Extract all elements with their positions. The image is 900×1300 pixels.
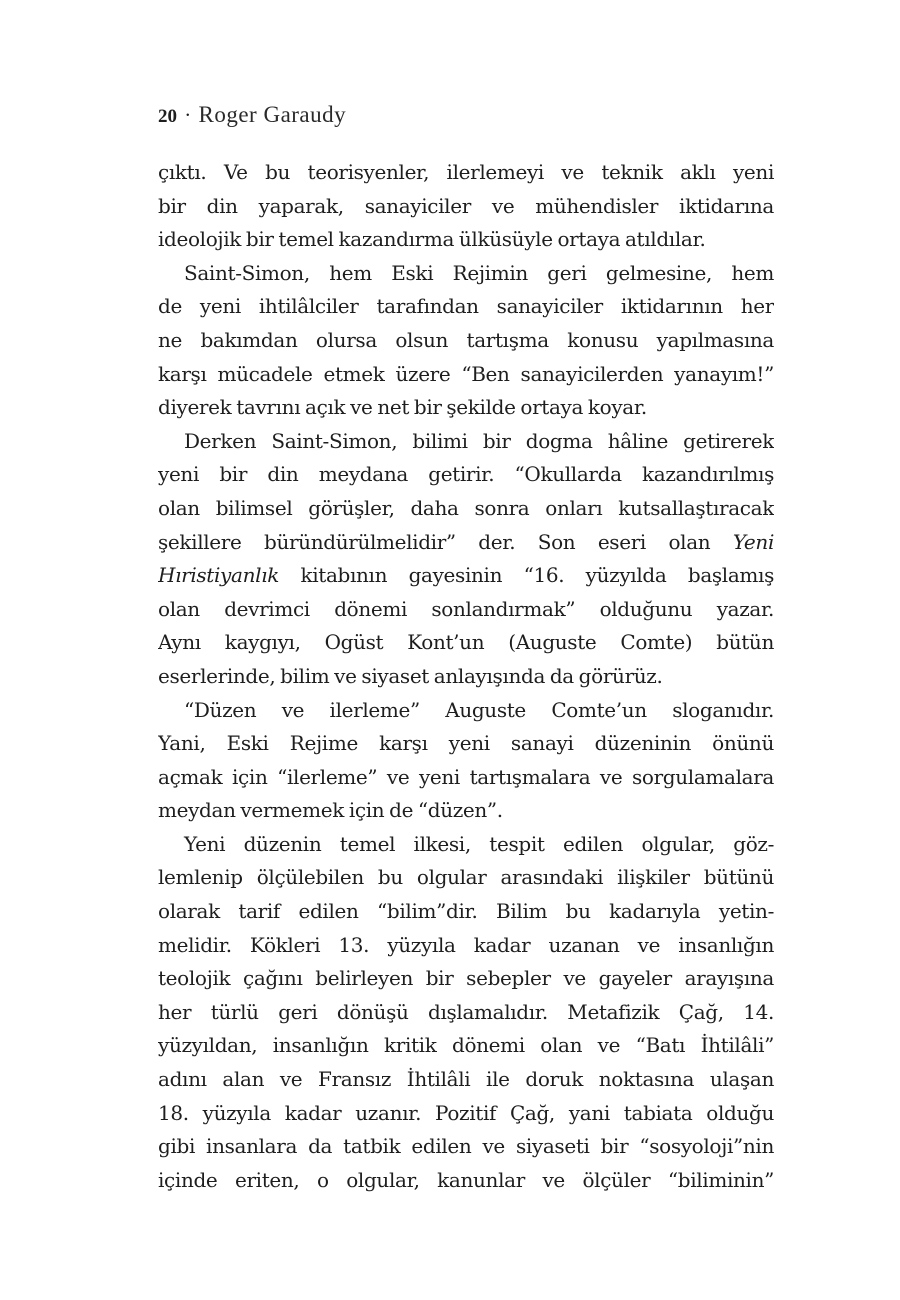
text-line: ne bakımdan olursa olsun tartışma konusu yapılmasına: [158, 327, 774, 352]
text-line: çıktı. Ve bu teorisyenler, ilerlemeyi ve teknik aklı yeni: [158, 160, 774, 184]
text-line: eserlerinde, bilim ve siyaset anlayışında da görürüz.: [158, 663, 663, 688]
text-line: Saint-Simon, hem Eski Rejimin geri gelmesine, hem: [184, 260, 774, 285]
book-title-italic: Yeni: [732, 529, 774, 554]
book-title-italic: Hıristiyanlık: [158, 563, 279, 588]
running-head-author: Roger Garaudy: [198, 102, 347, 127]
text-line: Aynı kaygıyı, Ogüst Kont’un (Auguste Comte) bütün: [158, 630, 774, 655]
text-line: gibi insanlara da tatbik edilen ve siyaseti bir “sosyoloji”nin: [158, 1134, 774, 1159]
paragraph: [158, 425, 774, 694]
text-line: meydan vermemek için de “düzen”.: [158, 798, 503, 823]
text-line: ideolojik bir temel kazandırma ülküsüyle ortaya atıldılar.: [158, 227, 706, 252]
paragraph: [158, 156, 774, 257]
text-line: her türlü geri dönüşü dışlamalıdır. Metafizik Çağ, 14.: [158, 999, 774, 1024]
text-line: lemlenip ölçülebilen bu olgular arasındaki ilişkiler bütünü: [158, 865, 774, 890]
text-line: Derken Saint-Simon, bilimi bir dogma hâline getirerek: [184, 428, 774, 453]
body-text: [158, 156, 774, 1197]
text-line: melidir. Kökleri 13. yüzyıla kadar uzanan ve insanlığın: [158, 932, 774, 957]
header-separator: ·: [184, 103, 192, 127]
text-line: adını alan ve Fransız İhtilâli ile doruk noktasına ulaşan: [158, 1067, 774, 1092]
page-header: [158, 100, 346, 132]
text-segment: şekillere büründürülmelidir” der. Son eseri olan: [158, 529, 711, 554]
text-segment: kitabının gayesinin “16. yüzyılda başlamış: [300, 563, 774, 588]
text-line: karşı mücadele etmek üzere “Ben sanayicilerden yanayım!”: [158, 361, 774, 386]
text-line: olan bilimsel görüşler, daha sonra onları kutsallaştıracak: [158, 495, 774, 520]
text-line: Yani, Eski Rejime karşı yeni sanayi düzeninin önünü: [158, 731, 774, 756]
paragraph: [158, 257, 774, 425]
text-line: olarak tarif edilen “bilim”dir. Bilim bu kadarıyla yetin-: [158, 899, 774, 924]
text-line-with-title: [158, 559, 774, 593]
text-line-with-title: [158, 526, 774, 560]
text-line: “Düzen ve ilerleme” Auguste Comte’un sloganıdır.: [184, 697, 774, 722]
text-line: diyerek tavrını açık ve net bir şekilde ortaya koyar.: [158, 395, 647, 420]
text-line: içinde eriten, o olgular, kanunlar ve ölçüler “biliminin”: [158, 1167, 774, 1192]
paragraph: [158, 694, 774, 828]
text-line: 18. yüzyıla kadar uzanır. Pozitif Çağ, yani tabiata olduğu: [158, 1100, 774, 1125]
text-line: açmak için “ilerleme” ve yeni tartışmalara ve sorgulamalara: [158, 764, 774, 789]
text-line: yüzyıldan, insanlığın kritik dönemi olan ve “Batı İhtilâli”: [158, 1033, 774, 1058]
text-line: de yeni ihtilâlciler tarafından sanayiciler iktidarının her: [158, 294, 774, 319]
text-line: olan devrimci dönemi sonlandırmak” olduğunu yazar.: [158, 596, 774, 621]
text-line: bir din yaparak, sanayiciler ve mühendisler iktidarına: [158, 193, 774, 218]
text-line: yeni bir din meydana getirir. “Okullarda kazandırılmış: [158, 462, 774, 487]
paragraph: [158, 828, 774, 1198]
text-line: Yeni düzenin temel ilkesi, tespit edilen olgular, göz-: [184, 831, 774, 856]
text-line: teolojik çağını belirleyen bir sebepler ve gayeler arayışına: [158, 966, 774, 991]
page-number: 20: [158, 106, 177, 127]
